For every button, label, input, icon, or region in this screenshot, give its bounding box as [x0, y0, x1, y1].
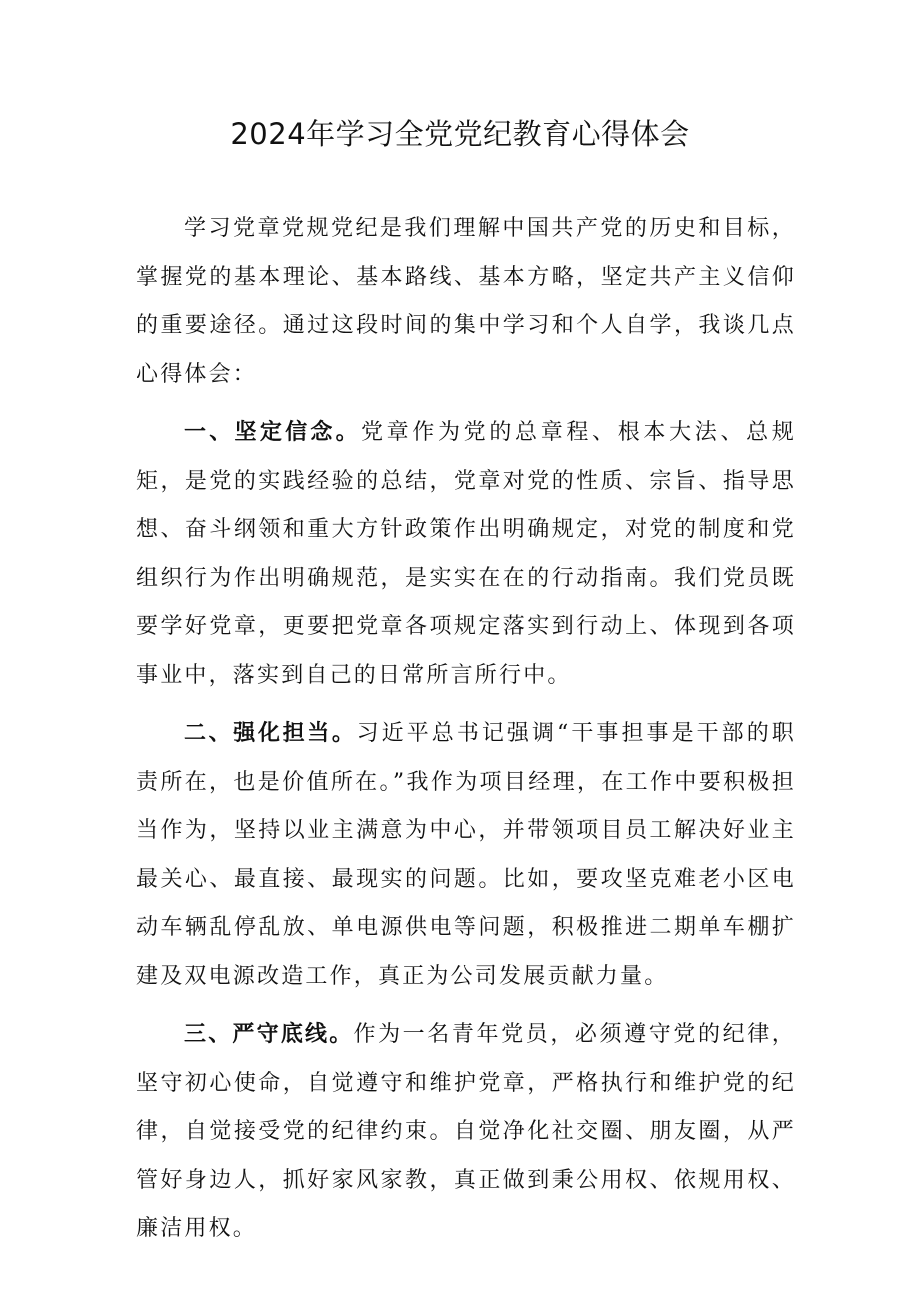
- section-heading-2: 二、强化担当。: [184, 721, 357, 746]
- section-heading-1: 一、坚定信念。: [184, 420, 361, 445]
- section-paragraph-2: [136, 710, 796, 1001]
- section-text-1: 党章作为党的总章程、根本大法、总规矩，是党的实践经验的总结，党章对党的性质、宗旨、指导思想、奋斗纲领和重大方针政策作出明确规定，对党的制度和党组织行为作出明确规范，是实实在在的行动指南。我们党员既要学好党章，更要把党章各项规定落实到行动上、体现到各项事业中，落实到自己的日常所言所行中。: [136, 420, 796, 688]
- document-body: [136, 205, 796, 1264]
- section-text-2: 习近平总书记强调“干事担事是干部的职责所在，也是价值所在。”我作为项目经理，在工作中要积极担当作为，坚持以业主满意为中心，并带领项目员工解决好业主最关心、最直接、最现实的问题。比如，要攻坚克难老小区电动车辆乱停乱放、单电源供电等问题，积极推进二期单车棚扩建及双电源改造工作，真正为公司发展贡献力量。: [136, 721, 796, 989]
- section-paragraph-3: [136, 1011, 796, 1254]
- section-paragraph-1: [136, 409, 796, 700]
- section-text-3: 作为一名青年党员，必须遵守党的纪律，坚守初心使命，自觉遵守和维护党章，严格执行和维护党的纪律，自觉接受党的纪律约束。自觉净化社交圈、朋友圈，从严管好身边人，抓好家风家教，真正做到秉公用权、依规用权、廉洁用权。: [136, 1022, 796, 1241]
- intro-paragraph: 学习党章党规党纪是我们理解中国共产党的历史和目标，掌握党的基本理论、基本路线、基本方略，坚定共产主义信仰的重要途径。通过这段时间的集中学习和个人自学，我谈几点心得体会：: [136, 216, 796, 387]
- document-title: 2024年学习全党党纪教育心得体会: [230, 117, 690, 151]
- section-heading-3: 三、严守底线。: [184, 1022, 354, 1047]
